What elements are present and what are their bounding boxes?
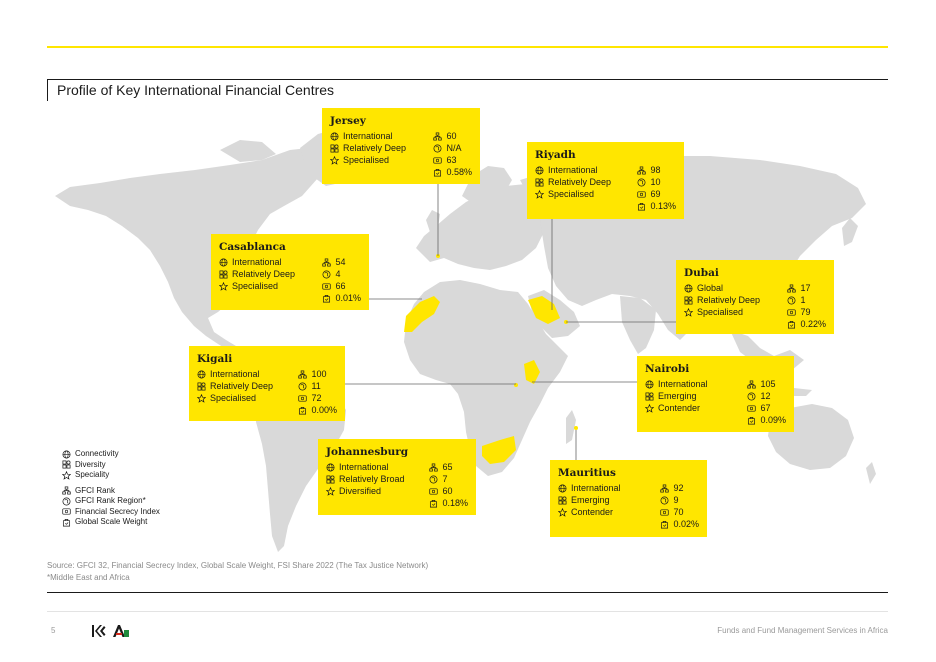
region-icon	[429, 475, 438, 484]
globe-icon	[558, 484, 567, 493]
card-johannesburg: Johannesburg International Relatively Broad Diversified 65 7 60 0.18%	[318, 439, 476, 515]
scale-icon	[787, 320, 796, 329]
secrecy-icon	[433, 156, 442, 165]
card-title: Kigali	[197, 353, 233, 365]
rank-icon	[298, 370, 307, 379]
diversity-icon	[684, 296, 693, 305]
card-title: Johannesburg	[326, 446, 409, 458]
card-jersey: Jersey International Relatively Deep Specialised 60 N/A 63 0.58%	[322, 108, 480, 184]
secrecy-icon	[747, 404, 756, 413]
legend-speciality: Speciality	[75, 470, 110, 479]
rank-icon	[62, 486, 71, 495]
scale-icon	[660, 520, 669, 529]
legend-gfci-region: GFCI Rank Region*	[75, 496, 146, 505]
star-icon	[326, 487, 335, 496]
region-icon	[62, 497, 71, 506]
region-icon	[660, 496, 669, 505]
legend-fsi: Financial Secrecy Index	[75, 506, 160, 516]
scale-icon	[637, 202, 646, 211]
secrecy-icon	[62, 507, 71, 516]
globe-icon	[330, 132, 339, 141]
legend	[62, 449, 160, 528]
region-icon	[433, 144, 442, 153]
page-number: 5	[51, 626, 56, 635]
globe-icon	[197, 370, 206, 379]
footer-rule	[47, 611, 888, 612]
secrecy-icon	[787, 308, 796, 317]
globe-icon	[219, 258, 228, 267]
secrecy-icon	[322, 282, 331, 291]
globe-icon	[62, 450, 71, 459]
mauritius-marker	[574, 426, 578, 430]
card-title: Dubai	[684, 267, 719, 279]
star-icon	[558, 508, 567, 517]
rank-icon	[433, 132, 442, 141]
diversity-icon	[197, 382, 206, 391]
diversity-icon	[219, 270, 228, 279]
legend-gfci-rank: GFCI Rank	[75, 485, 116, 495]
globe-icon	[645, 380, 654, 389]
star-icon	[62, 471, 71, 480]
card-mauritius: Mauritius International Emerging Contender 92 9 70 0.02%	[550, 460, 707, 537]
rank-icon	[322, 258, 331, 267]
star-icon	[330, 156, 339, 165]
region-icon	[322, 270, 331, 279]
scale-icon	[429, 499, 438, 508]
publisher-logo	[91, 623, 131, 639]
scale-icon	[322, 294, 331, 303]
footnote-text: *Middle East and Africa	[47, 573, 130, 582]
legend-connectivity: Connectivity	[75, 449, 119, 458]
globe-icon	[684, 284, 693, 293]
secrecy-icon	[637, 190, 646, 199]
legend-diversity: Diversity	[75, 459, 106, 469]
rank-icon	[747, 380, 756, 389]
diversity-icon	[326, 475, 335, 484]
document-title: Funds and Fund Management Services in Africa	[717, 626, 888, 635]
card-title: Mauritius	[558, 467, 616, 479]
region-icon	[747, 392, 756, 401]
card-title: Jersey	[330, 115, 366, 127]
scale-icon	[62, 518, 71, 527]
region-icon	[298, 382, 307, 391]
japan	[842, 218, 858, 246]
star-icon	[219, 282, 228, 291]
star-icon	[197, 394, 206, 403]
secrecy-icon	[660, 508, 669, 517]
card-title: Casablanca	[219, 241, 286, 253]
secrecy-icon	[429, 487, 438, 496]
card-kigali: Kigali International Relatively Deep Specialised 100 11 72 0.00%	[189, 346, 345, 421]
star-icon	[645, 404, 654, 413]
diversity-icon	[62, 460, 71, 469]
star-icon	[684, 308, 693, 317]
secrecy-icon	[298, 394, 307, 403]
rank-icon	[787, 284, 796, 293]
new-zealand	[866, 462, 876, 484]
star-icon	[535, 190, 544, 199]
card-dubai: Dubai Global Relatively Deep Specialised 17 1 79 0.22%	[676, 260, 834, 334]
globe-icon	[326, 463, 335, 472]
diversity-icon	[535, 178, 544, 187]
scale-icon	[298, 406, 307, 415]
rank-icon	[660, 484, 669, 493]
card-title: Nairobi	[645, 363, 690, 375]
diversity-icon	[558, 496, 567, 505]
region-icon	[637, 178, 646, 187]
rank-icon	[429, 463, 438, 472]
card-riyadh: Riyadh International Relatively Deep Specialised 98 10 69 0.13%	[527, 142, 684, 219]
page-title: Profile of Key International Financial Centres	[57, 82, 335, 98]
diversity-icon	[645, 392, 654, 401]
rank-icon	[637, 166, 646, 175]
card-title: Riyadh	[535, 149, 576, 161]
legend-gsw: Global Scale Weight	[75, 517, 148, 526]
source-note	[47, 560, 428, 584]
region-icon	[787, 296, 796, 305]
scale-icon	[433, 168, 442, 177]
card-nairobi: Nairobi International Emerging Contender 105 12 67 0.09%	[637, 356, 794, 432]
diversity-icon	[330, 144, 339, 153]
globe-icon	[535, 166, 544, 175]
scale-icon	[747, 416, 756, 425]
card-casablanca: Casablanca International Relatively Deep Specialised 54 4 66 0.01%	[211, 234, 369, 310]
source-text: Source: GFCI 32, Financial Secrecy Index, Global Scale Weight, FSI Share 2022 (The Tax Justice Network)	[47, 561, 429, 570]
bottom-rule	[47, 592, 888, 593]
